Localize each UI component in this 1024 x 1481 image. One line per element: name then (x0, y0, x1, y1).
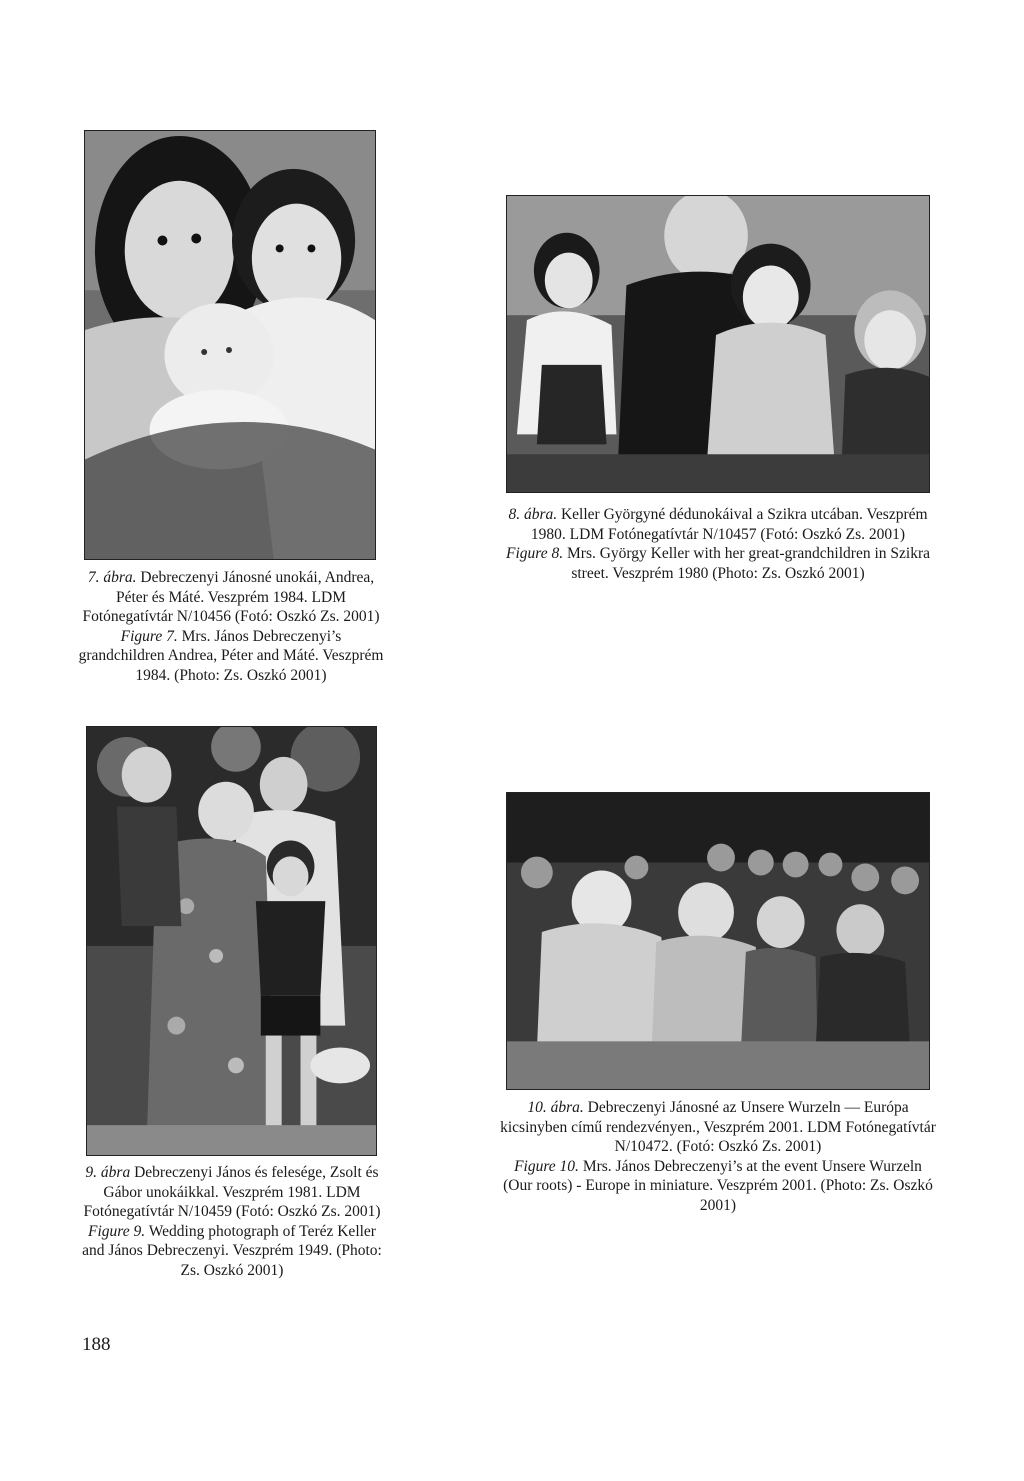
figure-8-image (507, 196, 929, 492)
figure-7-caption (78, 568, 384, 685)
figure-8-en-text: Mrs. György Keller with her great-grandchildren in Szikra street. Veszprém 1980 (Photo: Zs. Oszkó 2001) (567, 545, 930, 582)
figure-9-photo (86, 726, 377, 1156)
figure-10-image (507, 793, 929, 1089)
figure-9-caption-en (82, 1222, 382, 1281)
figure-7-hu-lead: 7. ábra. (87, 569, 137, 586)
figure-7-caption-en (78, 627, 384, 686)
figure-10-en-lead: Figure 10. (514, 1157, 579, 1175)
figure-7-en-lead: Figure 7. (120, 627, 178, 645)
figure-7-image (85, 131, 375, 559)
page-number: 188 (82, 1334, 111, 1355)
figure-10-caption (500, 1098, 936, 1215)
figure-8-caption (500, 505, 936, 583)
figure-8-en-lead: Figure 8. (506, 545, 564, 562)
figure-7-hu-text: Debreczenyi Jánosné unokái, Andrea, Péter és Máté. Veszprém 1984. LDM Fotónegatívtár N/10456 (Fotó: Oszkó Zs. 2001) (82, 569, 380, 625)
figure-9-image (87, 727, 376, 1155)
figure-10-photo (506, 792, 930, 1090)
figure-8-hu-text: Keller Györgyné dédunokáival a Szikra utcában. Veszprém 1980. LDM Fotónegatívtár N/10457 (Fotó: Oszkó Zs. 2001) (530, 506, 928, 543)
figure-9-caption-hu (82, 1163, 382, 1222)
figure-8-caption-hu (500, 505, 936, 544)
figure-10-hu-text: Debreczenyi Jánosné az Unsere Wurzeln — Európa kicsinyben című rendezvényen., Veszprém 2001. LDM Fotónegatívtár N/10472. (Fotó: Oszkó Zs. 2001) (500, 1099, 936, 1155)
figure-7-en-text: Mrs. János Debreczenyi’s grandchildren Andrea, Péter and Máté. Veszprém 1984. (Photo: Zs. Oszkó 2001) (78, 627, 384, 684)
figure-10-caption-en (500, 1157, 936, 1216)
figure-9-hu-lead: 9. ábra (85, 1164, 131, 1181)
figure-8-hu-lead: 8. ábra. (508, 506, 558, 523)
figure-9-en-lead: Figure 9. (88, 1222, 146, 1240)
figure-8-caption-en (500, 544, 936, 583)
figure-10-en-text: Mrs. János Debreczenyi’s at the event Unsere Wurzeln (Our roots) - Europe in miniature. Veszprém 2001. (Photo: Zs. Oszkó 2001) (503, 1157, 933, 1214)
figure-7-caption-hu (78, 568, 384, 627)
figure-10-caption-hu (500, 1098, 936, 1157)
figure-8-photo (506, 195, 930, 493)
figure-9-en-text: Wedding photograph of Teréz Keller and János Debreczenyi. Veszprém 1949. (Photo: Zs. Oszkó 2001) (82, 1222, 382, 1279)
figure-9-hu-text: Debreczenyi János és felesége, Zsolt és Gábor unokáikkal. Veszprém 1981. LDM Fotónegatívtár N/10459 (Fotó: Oszkó Zs. 2001) (83, 1164, 381, 1220)
figure-10-hu-lead: 10. ábra. (527, 1099, 584, 1116)
figure-9-caption (82, 1163, 382, 1280)
figure-7-photo (84, 130, 376, 560)
